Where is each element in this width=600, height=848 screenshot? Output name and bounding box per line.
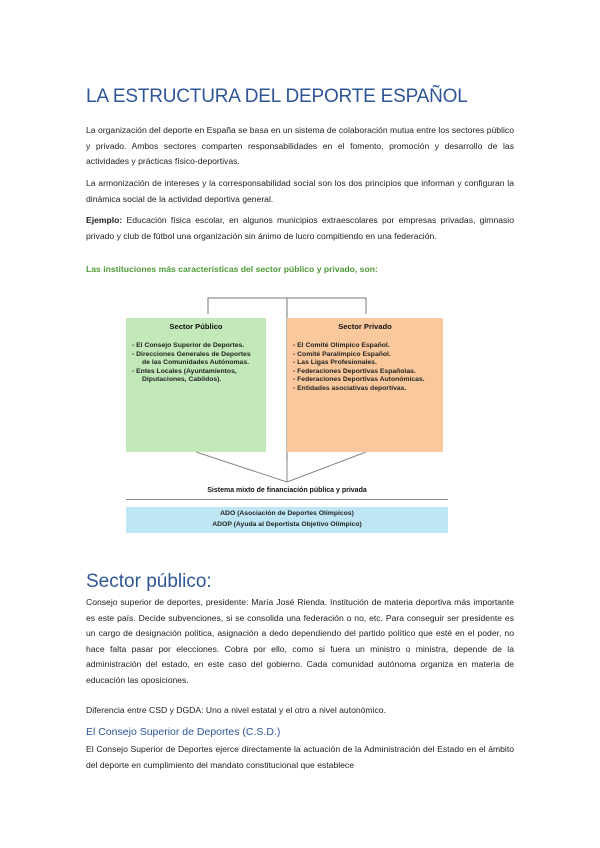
- public-item: - Entes Locales (Ayuntamientos, Diputaciones, Cabildos).: [132, 367, 237, 384]
- csd-description-paragraph: El Consejo Superior de Deportes ejerce directamente la actuación de la Administración del Estado en el ámbito del deporte en cumplimiento del mandato constitucional que establece: [86, 744, 514, 770]
- example-paragraph: [86, 213, 514, 244]
- private-item: - El Comité Olímpico Español.: [293, 342, 390, 349]
- intro-paragraph: La organización del deporte en España se basa en un sistema de colaboración mutua entre los sectores público y privado. Ambos sectores comparten responsabilidades en el fomento, promoción y desarrollo de las actividades y prácticas físico-deportivas.: [86, 125, 514, 166]
- page-title: LA ESTRUCTURA DEL DEPORTE ESPAÑOL: [86, 86, 468, 107]
- ado-label: ADO (Asociación de Deportes Olímpicos): [220, 510, 354, 517]
- financing-divider: [126, 499, 448, 500]
- private-item: - Federaciones Deportivas Españolas.: [293, 367, 416, 375]
- private-sector-box: [287, 318, 443, 452]
- subheading-csd: El Consejo Superior de Deportes (C.S.D.): [86, 726, 281, 738]
- difference-paragraph: Diferencia entre CSD y DGDA: Uno a nivel estatal y el otro a nivel autonómico.: [86, 705, 386, 715]
- private-sector-title: Sector Privado: [338, 322, 392, 331]
- private-item: - Federaciones Deportivas Autonómicas.: [293, 376, 425, 384]
- institutions-heading: Las instituciones más características del sector público y privado, son:: [86, 264, 378, 274]
- ado-band: [126, 507, 448, 533]
- public-item: - El Consejo Superior de Deportes.: [132, 342, 245, 349]
- financing-label: Sistema mixto de financiación pública y privada: [207, 487, 367, 494]
- principles-paragraph: La armonización de intereses y la corresponsabilidad social son los dos principios que informan y configuran la dinámica social de la actividad deportiva general.: [86, 178, 514, 204]
- private-item: - Las Ligas Profesionales.: [293, 359, 377, 367]
- public-sector-box: [126, 318, 266, 452]
- example-text: Educación física escolar, en algunos municipios extraescolares por empresas privadas, gimnasio privado y club de fútbol una organización sin ánimo de lucro compitiendo en una federación.: [86, 215, 514, 241]
- private-item: - Entidades asociativas deportivas.: [293, 384, 407, 392]
- public-sector-title: Sector Público: [169, 322, 223, 331]
- section-heading-public: Sector público:: [86, 571, 212, 592]
- public-item: - Direcciones Generales de Deportes de las Comunidades Autónomas.: [132, 350, 251, 367]
- private-sector-list: [293, 342, 435, 394]
- public-sector-list: [132, 342, 260, 385]
- example-label: Ejemplo:: [86, 215, 123, 225]
- adop-label: ADOP (Ayuda al Deportista Objetivo Olímpico): [212, 521, 362, 528]
- sports-structure-diagram: [126, 292, 448, 532]
- csd-paragraph: Consejo superior de deportes, presidente: María José Rienda. Institución de materia deportiva más importante es este país. Decide subvenciones, si se consolida una federación o no, etc. Para conseguir ser presidente es un cargo de designación política, asignación a dedo dependiendo del partido político que esté en el poder, no hace falta pasar por elecciones. Cobra por ello, como si fuera un ministro o ministra, depende de la administración del estado, en este caso del gobierno. Cada comunidad autónoma organiza en materia de educación las oposiciones.: [86, 597, 514, 685]
- private-item: - Comité Paralímpico Español.: [293, 350, 391, 358]
